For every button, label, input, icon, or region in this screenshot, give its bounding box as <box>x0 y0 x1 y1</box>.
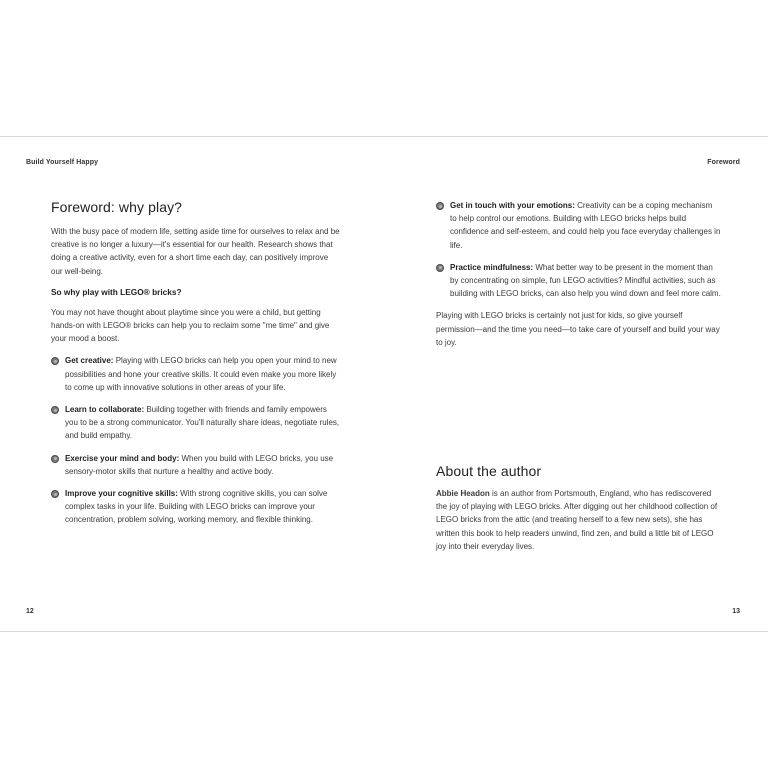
bullet-text: What better way to be present in the moment than by concentrating on simple, fun LEGO activities? Mindful activities, such as building with LEGO bricks, can also help you wind down and feel more calm. <box>450 262 721 299</box>
left-page <box>0 137 384 631</box>
bullet-text: Building together with friends and family empowers you to be a strong communicator. You'll naturally share ideas, negotiate rules, and build empathy. <box>65 405 340 441</box>
bullet-heading: Exercise your mind and body: <box>65 453 180 463</box>
bullet-dot-icon <box>51 406 59 414</box>
author-bio <box>436 487 721 553</box>
book-spread <box>0 136 768 632</box>
subheading: So why play with LEGO® bricks? <box>51 286 182 297</box>
bullet-cognitive-skills <box>51 487 341 527</box>
bullet-dot-icon <box>51 455 59 463</box>
bullet-heading: Practice mindfulness: <box>450 262 534 272</box>
foreword-title: Foreword: why play? <box>51 199 183 215</box>
page-number-left: 12 <box>26 608 34 615</box>
author-bio-text: is an author from Portsmouth, England, who has rediscovered the joy of playing with LEGO bricks. After digging out her childhood collection of LEGO bricks from the attic (and treating herself to a few new sets), she has written this book to help readers unwind, find zen, and build a little bit of LEGO joy into their everyday lives. <box>436 489 718 551</box>
bullet-learn-to-collaborate <box>51 403 341 443</box>
bullet-dot-icon <box>436 264 444 272</box>
about-author-title: About the author <box>436 463 542 479</box>
running-head-left: Build Yourself Happy <box>26 159 99 166</box>
left-page-content <box>51 199 341 536</box>
bullet-text: With strong cognitive skills, you can solve complex tasks in your life. Building with LEGO bricks can improve your concentration, problem solving, working memory, and flexible thinking. <box>65 489 328 525</box>
bullet-heading: Get in touch with your emotions: <box>450 201 575 210</box>
bullet-dot-icon <box>51 357 59 365</box>
bullet-exercise-mind-body <box>51 452 341 478</box>
bullet-get-creative <box>51 354 341 394</box>
bullet-heading: Get creative: <box>65 356 114 366</box>
bullet-text: Playing with LEGO bricks can help you open your mind to new possibilities and hone your creative skills. It could even make you more likely to come up with innovative solutions in other areas of your life. <box>65 356 337 392</box>
bullet-heading: Improve your cognitive skills: <box>65 489 178 499</box>
bullet-emotions <box>436 199 721 252</box>
closing-paragraph: Playing with LEGO bricks is certainly not just for kids, so give yourself permission—and the time you need—to take care of yourself and build your way to joy. <box>436 311 720 347</box>
bullet-dot-icon <box>51 490 59 498</box>
lead-paragraph: You may not have thought about playtime since you were a child, but getting hands-on with LEGO® bricks can help you to reclaim some "me time" and give your mood a boost. <box>51 307 330 344</box>
right-page-content <box>436 199 721 358</box>
running-head-right: Foreword <box>707 159 740 166</box>
author-name: Abbie Headon <box>436 489 490 498</box>
intro-paragraph: With the busy pace of modern life, setting aside time for ourselves to relax and be creative is no longer a luxury—it's essential for our health. Research shows that doing a creative activity, even for a short time each day, can positively improve our well-being. <box>51 227 340 276</box>
bullet-heading: Learn to collaborate: <box>65 405 145 415</box>
about-author-section <box>436 463 721 562</box>
page-number-right: 13 <box>732 608 740 615</box>
bullet-mindfulness <box>436 261 721 301</box>
bullet-dot-icon <box>436 202 444 210</box>
bullet-text: When you build with LEGO bricks, you use sensory-motor skills that nurture a healthy and active body. <box>65 453 334 476</box>
bullet-text: Creativity can be a coping mechanism to help control our emotions. Building with LEGO bricks helps build confidence and self-esteem, and could help you face everyday challenges in life. <box>450 201 721 250</box>
right-page <box>384 137 768 631</box>
